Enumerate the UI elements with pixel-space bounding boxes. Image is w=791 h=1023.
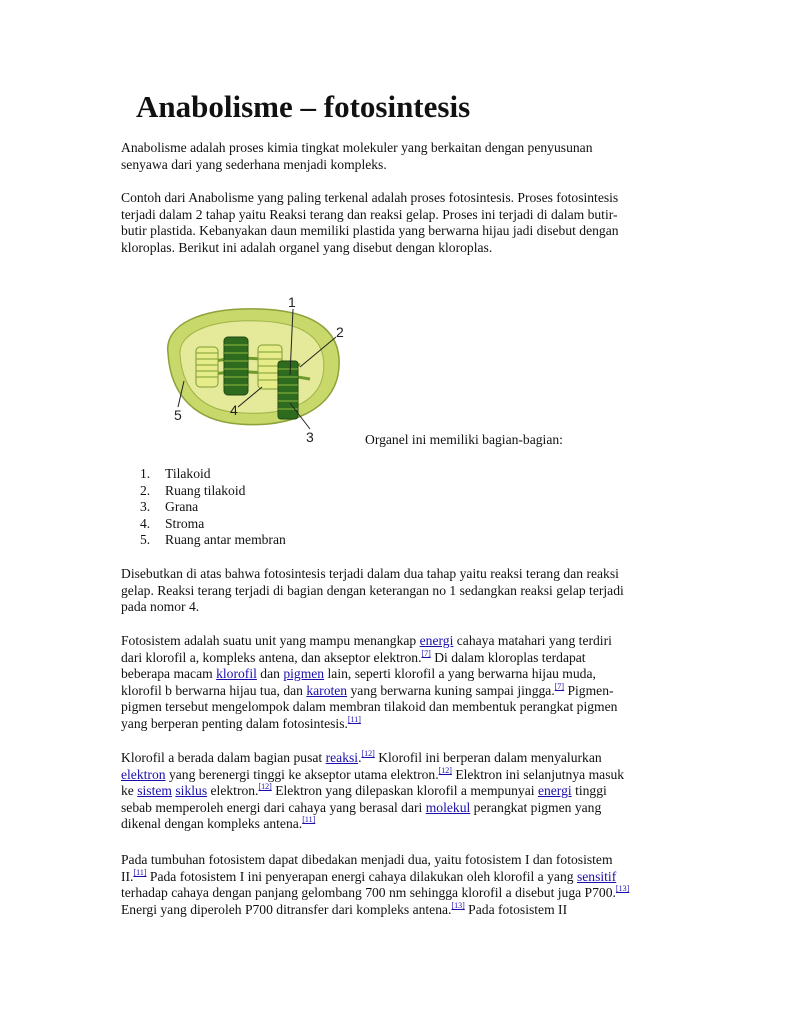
paragraph-chlorophyll: Klorofil a berada dalam bagian pusat reaksi.[12] Klorofil ini berperan dalam menyalurkan elektron yang berenergi tinggi ke akseptor utama elektron.[12] Elektron ini selanjutnya masuk ke sistem siklus elektron.[12] Elektron yang dilepaskan klorofil a mempunyai energi tinggi sebab memperoleh energi dari cahaya yang berasal dari molekul perangkat pigmen yang dikenal dengan kompleks antena.[11]	[121, 749, 625, 832]
figure-label-5: 5	[174, 407, 182, 423]
figure-label-2: 2	[336, 324, 344, 340]
paragraph-photosystem: Fotosistem adalah suatu unit yang mampu menangkap energi cahaya matahari yang terdiri dari klorofil a, kompleks antena, dan akseptor elektron.[7] Di dalam kloroplas terdapat beberapa macam klorofil dan pigmen lain, seperti klorofil a yang berwarna hijau muda, klorofil b berwarna hijau tua, dan karoten yang berwarna kuning sampai jingga.[7] Pigmen- pigmen tersebut mengelompok dalam membran tilakoid dan membentuk perangkat pigmen yang berperan penting dalam fotosintesis.[11]	[121, 633, 666, 733]
text-line: terjadi dalam 2 tahap yaitu Reaksi terang dan reaksi gelap. Proses ini terjadi di dalam butir-	[121, 206, 618, 222]
link-pigmen[interactable]: pigmen	[283, 666, 325, 682]
citation-link[interactable]: [12]	[361, 749, 375, 758]
link-reaksi[interactable]: reaksi	[325, 750, 359, 765]
link-elektron[interactable]: elektron	[121, 766, 166, 782]
citation-link[interactable]: [7]	[554, 681, 565, 691]
list-item: 2. Ruang tilakoid	[140, 482, 246, 498]
text-line: Contoh dari Anabolisme yang paling terkenal adalah proses fotosintesis. Proses fotosintesis	[121, 190, 619, 205]
figure-label-1: 1	[288, 295, 296, 310]
link-sistem[interactable]: sistem	[137, 783, 172, 799]
citation-link[interactable]: [11]	[302, 815, 316, 825]
figure-label-3: 3	[306, 429, 314, 445]
list-item: 5. Ruang antar membran	[140, 532, 286, 548]
text-line: gelap. Reaksi terang terjadi di bagian dengan keterangan no 1 sedangkan reaksi gelap terjadi	[121, 582, 624, 598]
text-line: pada nomor 4.	[121, 599, 200, 615]
parts-list	[140, 466, 286, 549]
citation-link[interactable]: [12]	[438, 765, 452, 775]
list-item: 4. Stroma	[140, 515, 205, 531]
grana-stack-center	[224, 337, 248, 395]
link-energi[interactable]: energi	[537, 783, 572, 799]
citation-link[interactable]: [13]	[451, 900, 465, 910]
grana-stack-left	[196, 347, 218, 387]
link-molekul[interactable]: molekul	[425, 799, 471, 815]
page-title: Anabolisme – fotosintesis	[136, 89, 471, 124]
figure-caption: Organel ini memiliki bagian-bagian:	[365, 432, 563, 447]
link-karoten[interactable]: karoten	[306, 682, 348, 698]
list-item: 3. Grana	[140, 499, 199, 515]
text-line: pigmen tersebut mengelompok dalam membran tilakoid dan membentuk perangkat pigmen	[121, 699, 618, 715]
citation-link[interactable]: [11]	[347, 714, 361, 724]
citation-link[interactable]: [11]	[133, 867, 147, 877]
text-line: Disebutkan di atas bahwa fotosintesis terjadi dalam dua tahap yaitu reaksi terang dan reaksi	[121, 566, 619, 581]
paragraph-photosystem-types: Pada tumbuhan fotosistem dapat dibedakan menjadi dua, yaitu fotosistem I dan fotosistem II.[11] Pada fotosistem I ini penyerapan energi cahaya dilakukan oleh klorofil a yang sensitif terhadap cahaya dengan panjang gelombang 700 nm sehingga klorofil a disebut juga P700.[13] Energi yang diperoleh P700 ditransfer dari kompleks antena.[13] Pada fotosistem II	[121, 852, 666, 918]
figure-label-4: 4	[230, 402, 238, 418]
citation-link[interactable]: [7]	[421, 648, 431, 658]
citation-link[interactable]: [12]	[258, 782, 272, 792]
paragraph-example	[121, 190, 666, 256]
text-line: Anabolisme adalah proses kimia tingkat molekuler yang berkaitan dengan penyusunan	[121, 140, 593, 155]
text-line: kloroplas. Berikut ini adalah organel yang disebut dengan kloroplas.	[121, 239, 493, 255]
link-klorofil[interactable]: klorofil	[216, 666, 257, 682]
paragraph-definition	[121, 140, 666, 173]
citation-link[interactable]: [13]	[615, 884, 630, 894]
text-line: butir plastida. Kebanyakan daun memiliki plastida yang berwarna hijau jadi disebut dengan	[121, 223, 619, 239]
text-line: Pada tumbuhan fotosistem dapat dibedakan menjadi dua, yaitu fotosistem I dan fotosistem	[121, 852, 613, 867]
link-siklus[interactable]: siklus	[175, 783, 208, 799]
list-item: 1. Tilakoid	[140, 466, 211, 481]
chloroplast-diagram	[160, 295, 360, 447]
link-sensitif[interactable]: sensitif	[576, 868, 617, 884]
link-energi[interactable]: energi	[419, 633, 454, 648]
text-line: senyawa dari yang sederhana menjadi kompleks.	[121, 156, 387, 172]
paragraph-stages	[121, 566, 666, 616]
